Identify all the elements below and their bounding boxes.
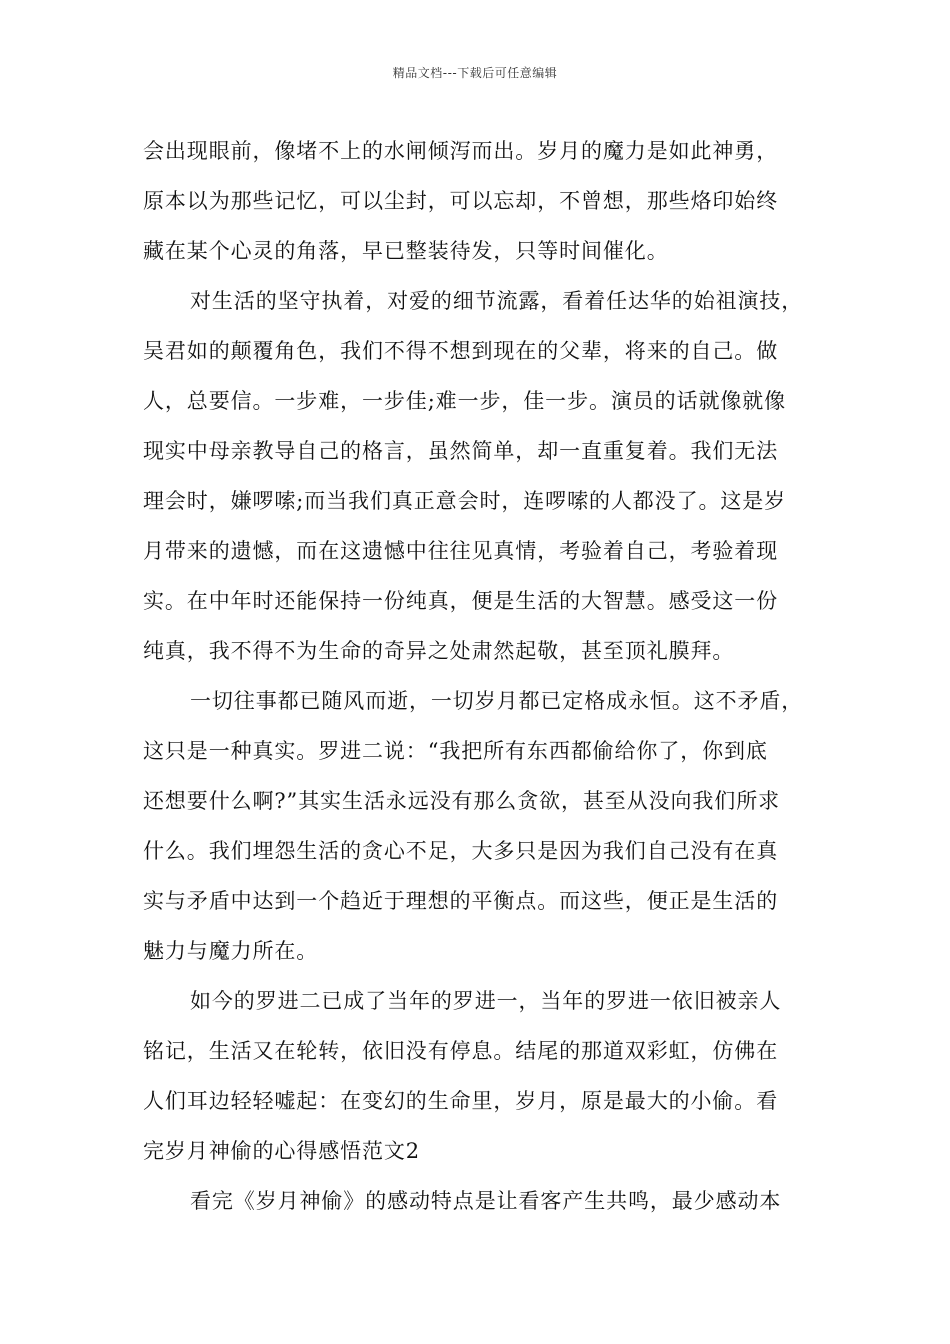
text-line: 人，总要信。一步难，一步佳;难一步，佳一步。演员的话就像就像 — [143, 389, 787, 413]
document-body — [143, 126, 813, 1226]
text-line: 人们耳边轻轻嘘起：在变幻的生命里，岁月，原是最大的小偷。看 — [143, 1089, 779, 1113]
page-header: 精品文档---下载后可任意编辑 — [392, 66, 558, 80]
text-line: 铭记，生活又在轮转，依旧没有停息。结尾的那道双彩虹，仿佛在 — [143, 1039, 779, 1063]
text-line: 魅力与魔力所在。 — [143, 939, 319, 963]
text-line: 理会时，嫌啰嗦;而当我们真正意会时，连啰嗦的人都没了。这是岁 — [143, 489, 787, 513]
text-line: 月带来的遗憾，而在这遗憾中往往见真情，考验着自己，考验着现 — [143, 539, 779, 563]
text-line: 原本以为那些记忆，可以尘封，可以忘却，不曾想，那些烙印始终 — [143, 189, 779, 213]
text-line: 实。在中年时还能保持一份纯真，便是生活的大智慧。感受这一份 — [143, 589, 779, 613]
text-line: 还想要什么啊?”其实生活永远没有那么贪欲，甚至从没向我们所求 — [143, 789, 780, 813]
text-line: 会出现眼前，像堵不上的水闸倾泻而出。岁月的魔力是如此神勇， — [143, 139, 779, 163]
text-line: 一切往事都已随风而逝，一切岁月都已定格成永恒。这不矛盾， — [190, 689, 804, 713]
text-line: 对生活的坚守执着，对爱的细节流露，看着任达华的始祖演技， — [190, 289, 804, 313]
text-line: 吴君如的颠覆角色，我们不得不想到现在的父辈，将来的自己。做 — [143, 339, 779, 363]
text-line: 现实中母亲教导自己的格言，虽然简单，却一直重复着。我们无法 — [143, 439, 779, 463]
text-line: 实与矛盾中达到一个趋近于理想的平衡点。而这些，便正是生活的 — [143, 889, 779, 913]
text-line: 完岁月神偷的心得感悟范文2 — [143, 1139, 421, 1163]
text-line: 藏在某个心灵的角落，早已整装待发，只等时间催化。 — [143, 239, 669, 263]
text-line: 看完《岁月神偷》的感动特点是让看客产生共鸣，最少感动本 — [190, 1189, 782, 1213]
text-line: 如今的罗进二已成了当年的罗进一，当年的罗进一依旧被亲人 — [190, 989, 782, 1013]
text-line: 什么。我们埋怨生活的贪心不足，大多只是因为我们自己没有在真 — [143, 839, 779, 863]
text-line: 纯真，我不得不为生命的奇异之处肃然起敬，甚至顶礼膜拜。 — [143, 639, 735, 663]
text-line: 这只是一种真实。罗进二说：“我把所有东西都偷给你了，你到底 — [143, 739, 768, 763]
